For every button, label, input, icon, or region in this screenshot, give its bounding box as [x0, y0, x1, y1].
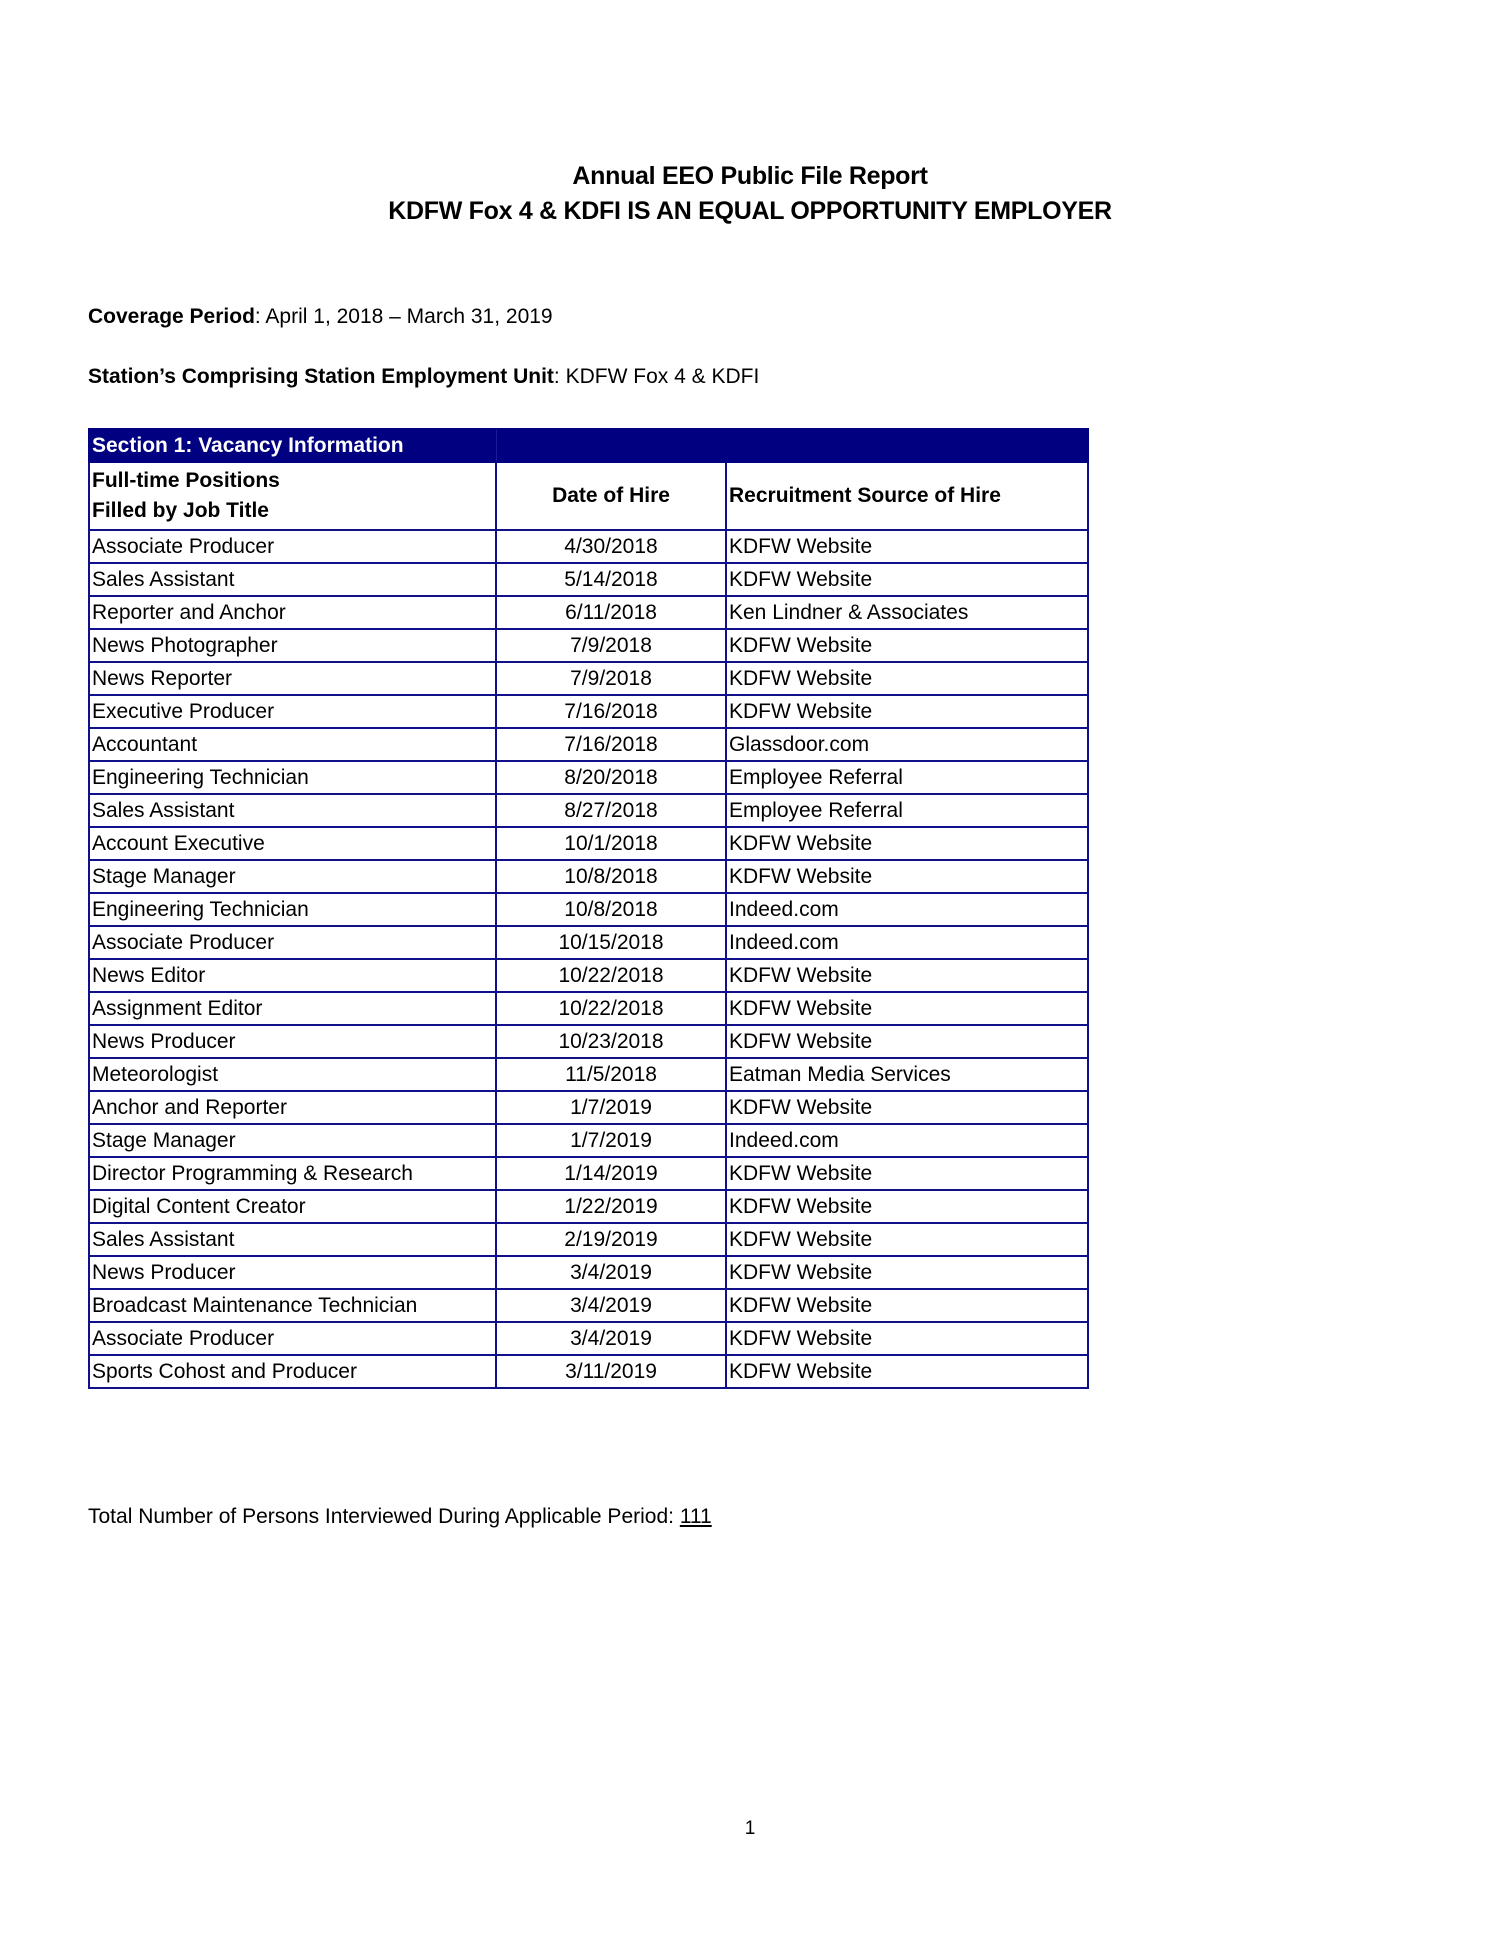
job-title-cell: Anchor and Reporter [89, 1091, 496, 1124]
table-row [89, 959, 1088, 992]
date-of-hire-cell: 11/5/2018 [496, 1058, 726, 1091]
job-title-cell: Stage Manager [89, 1124, 496, 1157]
job-title-cell: News Photographer [89, 629, 496, 662]
date-of-hire-cell: 3/4/2019 [496, 1289, 726, 1322]
table-row [89, 827, 1088, 860]
table-row [89, 662, 1088, 695]
column-header-date-of-hire: Date of Hire [496, 462, 726, 530]
table-row [89, 1322, 1088, 1355]
recruitment-source-cell: KDFW Website [726, 530, 1088, 563]
table-row [89, 728, 1088, 761]
date-of-hire-cell: 8/27/2018 [496, 794, 726, 827]
date-of-hire-cell: 10/23/2018 [496, 1025, 726, 1058]
job-title-cell: Associate Producer [89, 530, 496, 563]
job-title-cell: News Editor [89, 959, 496, 992]
table-row [89, 1025, 1088, 1058]
job-title-cell: News Producer [89, 1256, 496, 1289]
date-of-hire-cell: 5/14/2018 [496, 563, 726, 596]
recruitment-source-cell: KDFW Website [726, 563, 1088, 596]
column-header-job-title-line1: Full-time Positions [92, 469, 280, 492]
job-title-cell: Broadcast Maintenance Technician [89, 1289, 496, 1322]
date-of-hire-cell: 3/4/2019 [496, 1322, 726, 1355]
recruitment-source-cell: KDFW Website [726, 959, 1088, 992]
table-row [89, 1223, 1088, 1256]
date-of-hire-cell: 2/19/2019 [496, 1223, 726, 1256]
column-header-recruitment-source: Recruitment Source of Hire [726, 462, 1088, 530]
recruitment-source-cell: KDFW Website [726, 1289, 1088, 1322]
date-of-hire-cell: 10/1/2018 [496, 827, 726, 860]
recruitment-source-cell: Employee Referral [726, 794, 1088, 827]
table-row [89, 1091, 1088, 1124]
column-header-job-title [89, 462, 496, 530]
recruitment-source-cell: KDFW Website [726, 662, 1088, 695]
date-of-hire-cell: 4/30/2018 [496, 530, 726, 563]
table-row [89, 1289, 1088, 1322]
date-of-hire-cell: 8/20/2018 [496, 761, 726, 794]
section-header-cell-blank [726, 429, 1088, 462]
recruitment-source-cell: KDFW Website [726, 1256, 1088, 1289]
table-row [89, 530, 1088, 563]
recruitment-source-cell: KDFW Website [726, 1091, 1088, 1124]
report-title: Annual EEO Public File Report [572, 162, 928, 190]
coverage-period-value: April 1, 2018 – March 31, 2019 [265, 305, 553, 328]
column-header-row [89, 462, 1088, 530]
job-title-cell: Sales Assistant [89, 1223, 496, 1256]
date-of-hire-cell: 1/7/2019 [496, 1091, 726, 1124]
total-interviewed-value: 111 [679, 1505, 712, 1528]
job-title-cell: Meteorologist [89, 1058, 496, 1091]
job-title-cell: News Producer [89, 1025, 496, 1058]
job-title-cell: Sales Assistant [89, 563, 496, 596]
job-title-cell: Assignment Editor [89, 992, 496, 1025]
job-title-cell: Sales Assistant [89, 794, 496, 827]
date-of-hire-cell: 3/11/2019 [496, 1355, 726, 1388]
table-row [89, 794, 1088, 827]
job-title-cell: Engineering Technician [89, 761, 496, 794]
total-interviewed [88, 1505, 712, 1529]
recruitment-source-cell: KDFW Website [726, 992, 1088, 1025]
coverage-period [88, 305, 553, 329]
recruitment-source-cell: KDFW Website [726, 695, 1088, 728]
recruitment-source-cell: KDFW Website [726, 1157, 1088, 1190]
job-title-cell: Associate Producer [89, 1322, 496, 1355]
date-of-hire-cell: 1/22/2019 [496, 1190, 726, 1223]
table-row [89, 1157, 1088, 1190]
table-row [89, 992, 1088, 1025]
table-row [89, 860, 1088, 893]
table-row [89, 596, 1088, 629]
recruitment-source-cell: KDFW Website [726, 827, 1088, 860]
recruitment-source-cell: KDFW Website [726, 629, 1088, 662]
table-row [89, 893, 1088, 926]
date-of-hire-cell: 7/9/2018 [496, 662, 726, 695]
recruitment-source-cell: KDFW Website [726, 1355, 1088, 1388]
job-title-cell: Associate Producer [89, 926, 496, 959]
total-interviewed-label: Total Number of Persons Interviewed During Applicable Period: [88, 1505, 680, 1528]
recruitment-source-cell: KDFW Website [726, 1223, 1088, 1256]
recruitment-source-cell: KDFW Website [726, 1190, 1088, 1223]
coverage-period-label: Coverage Period [88, 305, 255, 328]
recruitment-source-cell: KDFW Website [726, 1322, 1088, 1355]
table-row [89, 1355, 1088, 1388]
date-of-hire-cell: 1/7/2019 [496, 1124, 726, 1157]
recruitment-source-cell: Employee Referral [726, 761, 1088, 794]
coverage-period-separator: : [254, 305, 266, 328]
recruitment-source-cell: Glassdoor.com [726, 728, 1088, 761]
table-row [89, 1058, 1088, 1091]
job-title-cell: Account Executive [89, 827, 496, 860]
date-of-hire-cell: 10/8/2018 [496, 893, 726, 926]
table-row [89, 1190, 1088, 1223]
job-title-cell: Director Programming & Research [89, 1157, 496, 1190]
job-title-cell: Accountant [89, 728, 496, 761]
date-of-hire-cell: 10/8/2018 [496, 860, 726, 893]
station-employment-unit-value: KDFW Fox 4 & KDFI [565, 365, 760, 388]
section-header-row [89, 429, 1088, 462]
table-row [89, 926, 1088, 959]
vacancy-table [88, 428, 1089, 1389]
job-title-cell: Stage Manager [89, 860, 496, 893]
recruitment-source-cell: Eatman Media Services [726, 1058, 1088, 1091]
section-title: Section 1: Vacancy Information [89, 429, 496, 462]
date-of-hire-cell: 10/22/2018 [496, 959, 726, 992]
recruitment-source-cell: Indeed.com [726, 926, 1088, 959]
date-of-hire-cell: 10/22/2018 [496, 992, 726, 1025]
job-title-cell: Reporter and Anchor [89, 596, 496, 629]
station-employment-unit-separator: : [553, 365, 566, 388]
table-row [89, 563, 1088, 596]
job-title-cell: Digital Content Creator [89, 1190, 496, 1223]
report-subtitle: KDFW Fox 4 & KDFI IS AN EQUAL OPPORTUNITY EMPLOYER [388, 197, 1112, 225]
table-row [89, 761, 1088, 794]
recruitment-source-cell: KDFW Website [726, 860, 1088, 893]
recruitment-source-cell: Ken Lindner & Associates [726, 596, 1088, 629]
recruitment-source-cell: Indeed.com [726, 893, 1088, 926]
job-title-cell: News Reporter [89, 662, 496, 695]
station-employment-unit [88, 365, 759, 389]
table-row [89, 695, 1088, 728]
date-of-hire-cell: 6/11/2018 [496, 596, 726, 629]
vacancy-table-body [89, 530, 1088, 1388]
recruitment-source-cell: KDFW Website [726, 1025, 1088, 1058]
recruitment-source-cell: Indeed.com [726, 1124, 1088, 1157]
station-employment-unit-label: Station’s Comprising Station Employment Unit [88, 365, 554, 388]
date-of-hire-cell: 3/4/2019 [496, 1256, 726, 1289]
date-of-hire-cell: 7/16/2018 [496, 728, 726, 761]
table-row [89, 1256, 1088, 1289]
column-header-job-title-line2: Filled by Job Title [92, 499, 269, 522]
table-row [89, 629, 1088, 662]
date-of-hire-cell: 1/14/2019 [496, 1157, 726, 1190]
job-title-cell: Sports Cohost and Producer [89, 1355, 496, 1388]
job-title-cell: Engineering Technician [89, 893, 496, 926]
page-number: 1 [744, 1818, 756, 1839]
date-of-hire-cell: 10/15/2018 [496, 926, 726, 959]
table-row [89, 1124, 1088, 1157]
job-title-cell: Executive Producer [89, 695, 496, 728]
section-header-cell-blank [496, 429, 726, 462]
date-of-hire-cell: 7/9/2018 [496, 629, 726, 662]
date-of-hire-cell: 7/16/2018 [496, 695, 726, 728]
